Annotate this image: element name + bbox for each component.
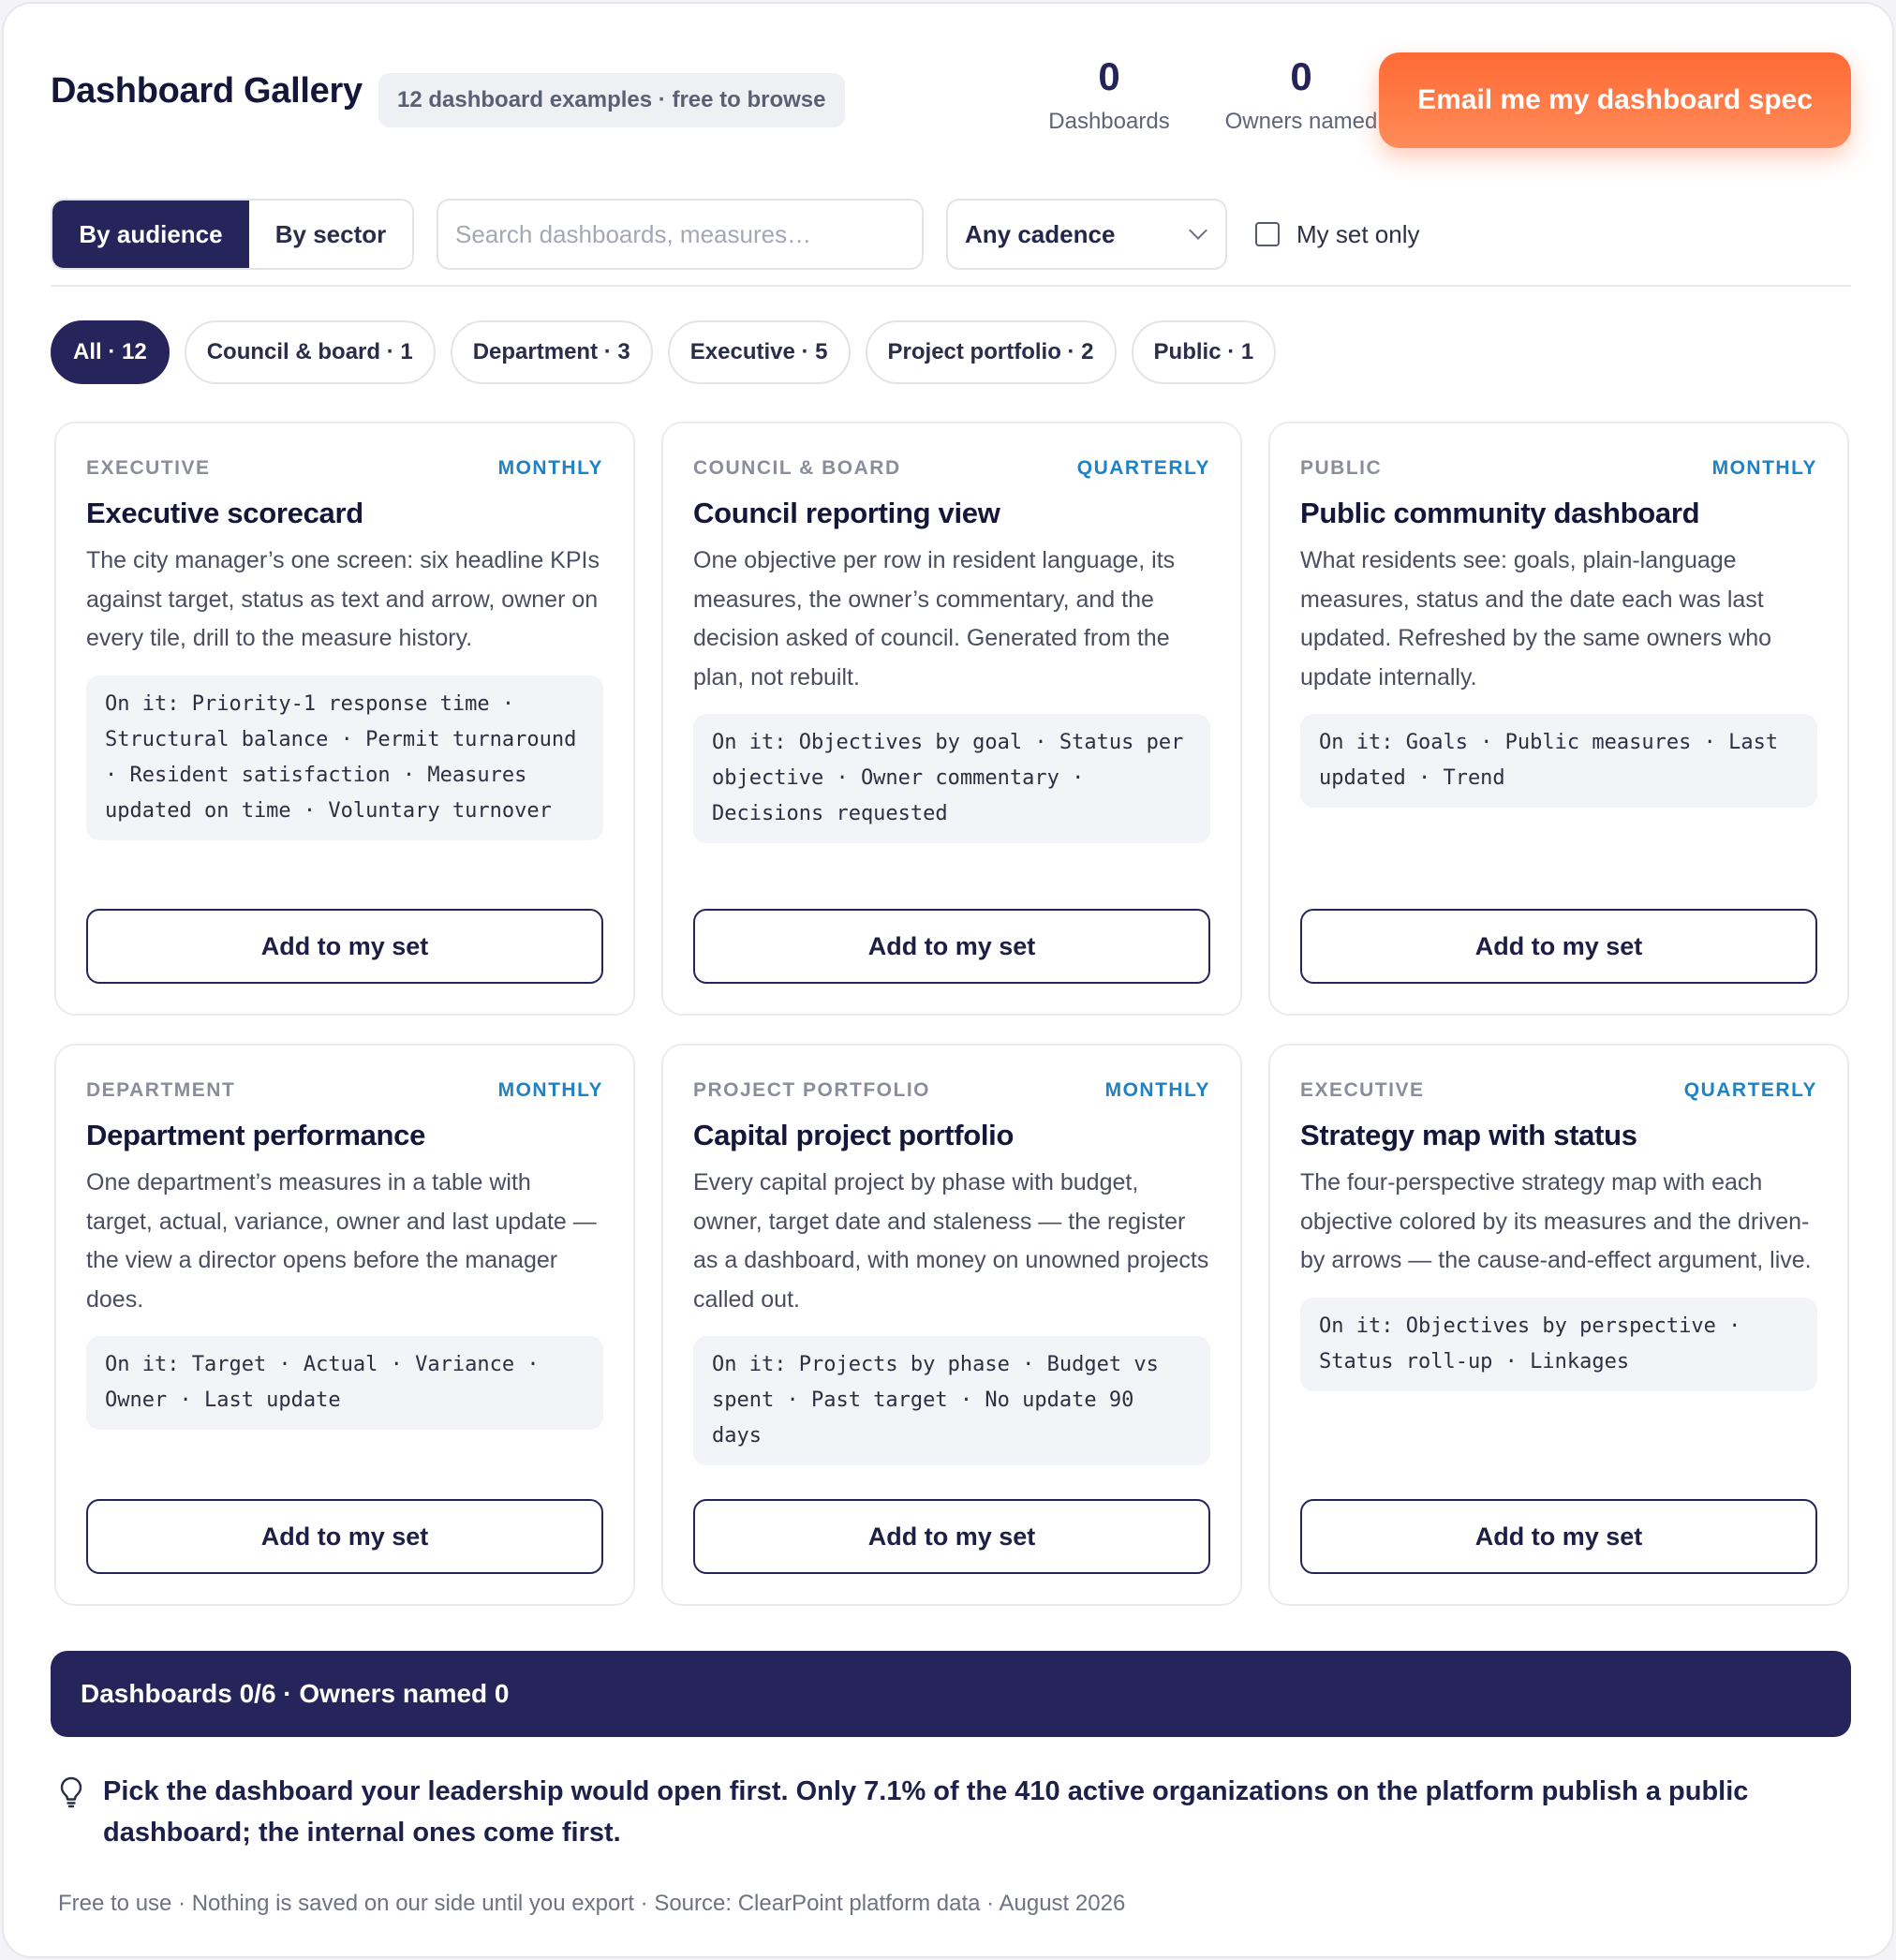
card-cadence: MONTHLY xyxy=(497,457,603,479)
add-to-set-button[interactable]: Add to my set xyxy=(1300,909,1817,984)
card-title: Public community dashboard xyxy=(1300,497,1700,529)
selection-summary-bar: Dashboards 0/6 · Owners named 0 xyxy=(51,1651,1851,1737)
dashboard-card xyxy=(54,1044,635,1606)
chevron-down-icon xyxy=(1189,221,1207,240)
dashboard-card xyxy=(54,422,635,1016)
card-audience: EXECUTIVE xyxy=(86,457,211,479)
add-to-set-button[interactable]: Add to my set xyxy=(86,909,603,984)
card-title: Department performance xyxy=(86,1119,426,1151)
card-cadence: MONTHLY xyxy=(497,1079,603,1101)
audience-filters xyxy=(51,320,1276,384)
header xyxy=(51,52,1851,150)
stat-owners-value: 0 xyxy=(1290,54,1312,98)
card-cadence: MONTHLY xyxy=(1104,1079,1210,1101)
stat-dashboards-value: 0 xyxy=(1098,54,1120,98)
filter-chip-executive[interactable]: Executive · 5 xyxy=(668,320,851,384)
footer-note: Free to use · Nothing is saved on our side until you export · Source: ClearPoint platform data · August 2026 xyxy=(58,1891,1126,1916)
card-measures: On it: Target · Actual · Variance · Owner · Last update xyxy=(86,1336,603,1430)
card-description: The city manager’s one screen: six headline KPIs against target, status as text and arrow, owner on every tile, drill to the measure history. xyxy=(86,547,600,651)
dashboard-card xyxy=(1268,422,1849,1016)
add-to-set-button[interactable]: Add to my set xyxy=(693,1499,1210,1574)
card-measures: On it: Priority-1 response time · Structural balance · Permit turnaround · Resident satisfaction · Measures updated on time · Voluntary turnover xyxy=(86,676,603,840)
email-spec-button[interactable]: Email me my dashboard spec xyxy=(1379,52,1851,148)
card-description: One objective per row in resident language, its measures, the owner’s commentary, and the decision asked of council. Generated from the plan, not rebuilt. xyxy=(693,547,1176,690)
add-to-set-button[interactable]: Add to my set xyxy=(693,909,1210,984)
card-title: Executive scorecard xyxy=(86,497,363,529)
card-measures: On it: Objectives by perspective · Status roll-up · Linkages xyxy=(1300,1298,1817,1391)
card-cadence: QUARTERLY xyxy=(1683,1079,1817,1101)
dashboard-card xyxy=(1268,1044,1849,1606)
toolbar xyxy=(51,199,1851,270)
filter-chip-council-board[interactable]: Council & board · 1 xyxy=(185,320,436,384)
search-input[interactable] xyxy=(437,199,924,270)
card-audience: DEPARTMENT xyxy=(86,1079,236,1101)
card-audience: COUNCIL & BOARD xyxy=(693,457,901,479)
card-title: Capital project portfolio xyxy=(693,1119,1015,1151)
add-to-set-button[interactable]: Add to my set xyxy=(86,1499,603,1574)
card-description: One department’s measures in a table with target, actual, variance, owner and last update — the view a director opens before the manager does. xyxy=(86,1169,597,1313)
filter-chip-project-portfolio[interactable]: Project portfolio · 2 xyxy=(866,320,1117,384)
my-set-only-label: My set only xyxy=(1296,219,1420,248)
card-audience: EXECUTIVE xyxy=(1300,1079,1425,1101)
dashboard-card xyxy=(661,422,1242,1016)
my-set-only-toggle[interactable] xyxy=(1255,199,1420,270)
card-title: Council reporting view xyxy=(693,497,1000,529)
subtitle-badge: 12 dashboard examples · free to browse xyxy=(378,73,845,127)
card-audience: PUBLIC xyxy=(1300,457,1383,479)
app-frame xyxy=(2,2,1894,1958)
card-cadence: MONTHLY xyxy=(1711,457,1817,479)
filter-chip-public[interactable]: Public · 1 xyxy=(1132,320,1277,384)
tip xyxy=(60,1771,1859,1853)
filter-chip-all[interactable]: All · 12 xyxy=(51,320,170,384)
dashboard-card xyxy=(661,1044,1242,1606)
tip-text: Pick the dashboard your leadership would open first. Only 7.1% of the 410 active organizations on the platform publish a public dashboard; the internal ones come first. xyxy=(103,1776,1749,1848)
stat-dashboards-label: Dashboards xyxy=(1048,109,1170,134)
card-description: Every capital project by phase with budget, owner, target date and staleness — the register as a dashboard, with money on unowned projects called out. xyxy=(693,1169,1209,1313)
by-audience-toggle[interactable]: By audience xyxy=(52,200,249,268)
my-set-only-checkbox[interactable] xyxy=(1255,222,1280,246)
card-description: What residents see: goals, plain-language measures, status and the date each was last updated. Refreshed by the same owners who update internally. xyxy=(1300,547,1772,690)
card-title: Strategy map with status xyxy=(1300,1119,1637,1151)
cadence-select[interactable] xyxy=(946,199,1227,270)
add-to-set-button[interactable]: Add to my set xyxy=(1300,1499,1817,1574)
card-measures: On it: Projects by phase · Budget vs spent · Past target · No update 90 days xyxy=(693,1336,1210,1465)
by-sector-toggle[interactable]: By sector xyxy=(249,200,412,268)
divider xyxy=(51,285,1851,287)
card-measures: On it: Objectives by goal · Status per objective · Owner commentary · Decisions requested xyxy=(693,714,1210,843)
card-audience: PROJECT PORTFOLIO xyxy=(693,1079,931,1101)
card-description: The four-perspective strategy map with each objective colored by its measures and the driven-by arrows — the cause-and-effect argument, live. xyxy=(1300,1169,1812,1273)
card-measures: On it: Goals · Public measures · Last updated · Trend xyxy=(1300,714,1817,808)
filter-chip-department[interactable]: Department · 3 xyxy=(451,320,653,384)
page-title: Dashboard Gallery xyxy=(51,71,363,111)
stat-owners-label: Owners named xyxy=(1224,109,1378,134)
lightbulb-icon xyxy=(60,1776,82,1808)
view-toggle xyxy=(51,199,414,270)
card-cadence: QUARTERLY xyxy=(1076,457,1210,479)
cadence-select-value: Any cadence xyxy=(965,219,1116,248)
